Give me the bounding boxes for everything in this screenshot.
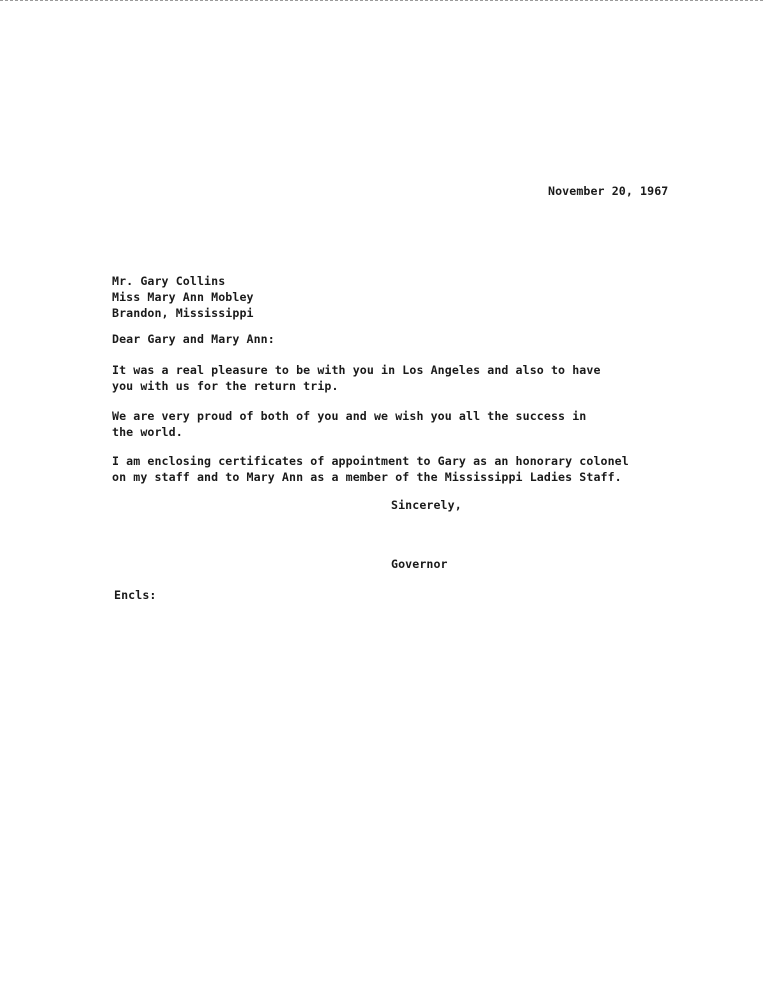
complimentary-closing: Sincerely,: [391, 498, 462, 512]
body-paragraph: [112, 408, 586, 440]
signer-title: Governor: [391, 557, 448, 571]
enclosure-notation: Encls:: [114, 588, 157, 602]
page-top-edge: [0, 0, 763, 1]
letter-date: November 20, 1967: [548, 184, 669, 198]
address-line: Miss Mary Ann Mobley: [112, 290, 254, 304]
paragraph-line: on my staff and to Mary Ann as a member of the Mississippi Ladies Staff.: [112, 470, 622, 484]
body-paragraph: [112, 362, 601, 394]
salutation: Dear Gary and Mary Ann:: [112, 332, 275, 346]
paragraph-line: the world.: [112, 425, 183, 439]
paragraph-line: I am enclosing certificates of appointment to Gary as an honorary colonel: [112, 454, 629, 468]
paragraph-line: We are very proud of both of you and we wish you all the success in: [112, 409, 587, 423]
recipient-address: [112, 273, 254, 321]
body-paragraph: [112, 453, 629, 485]
address-line: Brandon, Mississippi: [112, 306, 254, 320]
paragraph-line: you with us for the return trip.: [112, 379, 339, 393]
address-line: Mr. Gary Collins: [112, 274, 226, 288]
paragraph-line: It was a real pleasure to be with you in Los Angeles and also to have: [112, 363, 601, 377]
